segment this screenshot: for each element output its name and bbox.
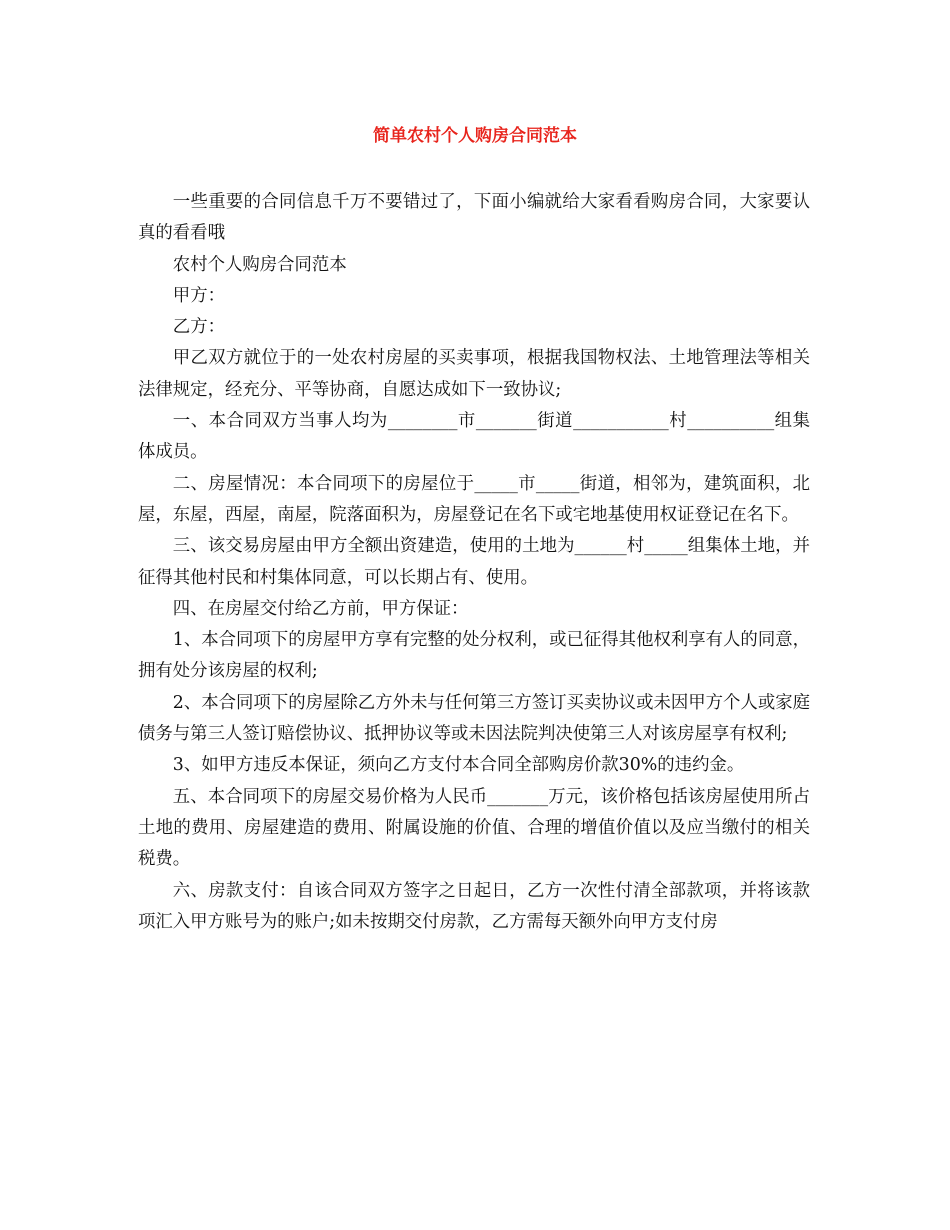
clause-5: 五、本合同项下的房屋交易价格为人民币_______万元，该价格包括该房屋使用所占土地的费用、房屋建造的费用、附属设施的价值、合理的增值价值以及应当缴付的相关税费。 (138, 786, 810, 870)
party-b-line: 乙方： (172, 317, 225, 338)
clause-6: 六、房款支付：自该合同双方签字之日起日，乙方一次性付清全部款项，并将该款项汇入甲方账号为的账户;如未按期交付房款，乙方需每天额外向甲方支付房 (138, 880, 810, 932)
preamble-paragraph: 甲乙双方就位于的一处农村房屋的买卖事项，根据我国物权法、土地管理法等相关法律规定，经充分、平等协商，自愿达成如下一致协议; (138, 348, 810, 400)
clause-4: 四、在房屋交付给乙方前，甲方保证： (172, 598, 469, 619)
clause-2: 二、房屋情况：本合同项下的房屋位于_____市_____街道，相邻为，建筑面积，北屋，东屋，西屋，南屋，院落面积为，房屋登记在名下或宅地基使用权证登记在名下。 (138, 473, 810, 525)
clause-4-item-2: 2、本合同项下的房屋除乙方外未与任何第三方签订买卖协议或未因甲方个人或家庭债务与第三人签订赔偿协议、抵押协议等或未因法院判决使第三人对该房屋享有权利; (138, 692, 810, 745)
party-a-line: 甲方： (172, 285, 225, 306)
clause-1: 一、本合同双方当事人均为________市_______街道___________村__________组集体成员。 (138, 411, 810, 463)
intro-paragraph: 一些重要的合同信息千万不要错过了，下面小编就给大家看看购房合同，大家要认真的看看哦 (138, 192, 810, 244)
clause-4-item-1: 1、本合同项下的房屋甲方享有完整的处分权利，或已征得其他权利享有人的同意，拥有处分该房屋的权利; (138, 630, 810, 682)
document-title: 简单农村个人购房合同范本 (373, 126, 577, 146)
clause-4-item-3: 3、如甲方违反本保证，须向乙方支付本合同全部购房价款30%的违约金。 (172, 755, 745, 776)
contract-subtitle: 农村个人购房合同范本 (172, 254, 347, 275)
document-body (138, 187, 810, 938)
clause-3: 三、该交易房屋由甲方全额出资建造，使用的土地为______村_____组集体土地，并征得其他村民和村集体同意，可以长期占有、使用。 (138, 536, 810, 588)
